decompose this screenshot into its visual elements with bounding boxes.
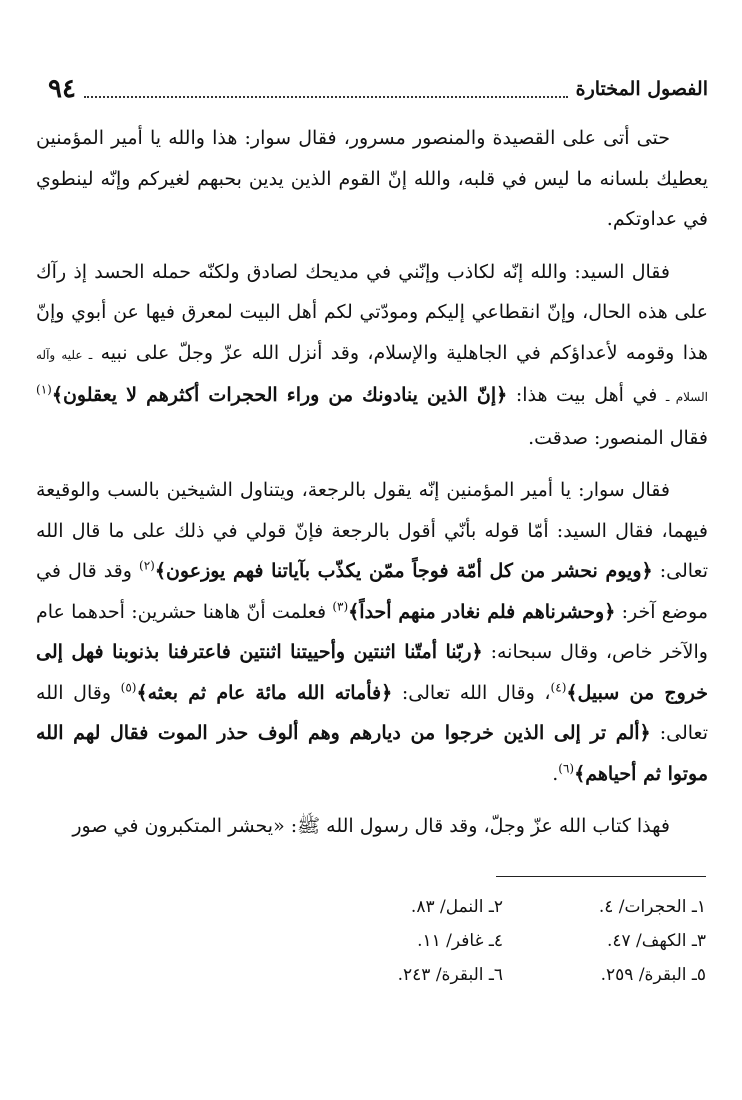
footnote-ref-6[interactable]: (٦) [558, 761, 575, 776]
book-title: الفصول المختارة [575, 78, 708, 100]
paragraph-2-text-a: فقال السيد: والله إنّه لكاذب وإنّني في مديحك لصادق ولكنّه حمله الحسد إذ رآك على هذه الحال، وإنّ انقطاعي إليكم ومودّتي لكم أهل البيت لمعرق فيها عن أبوي وإنّ هذا وقومه لأعداؤكم في الجاهلية والإسلام، وقد أنزل الله عزّ وجلّ على نبيه [36, 260, 708, 364]
paragraph-3-text-a: فقال سوار: يا أمير المؤمنين إنّه يقول بالرجعة، ويتناول الشيخين بالسب والوقيعة فيهما، فقال السيد: أمّا قوله بأنّي أقول بالرجعة فإنّ قولي في ذلك على ما قال الله تعالى: [36, 479, 708, 582]
quran-quote-3: ﴿وحشرناهم فلم نغادر منهم أحداً﴾ [348, 600, 616, 623]
paragraph-3-text-c: فعلمت أنّ هاهنا حشرين: أحدهما عام والآخر خاص، وقال سبحانه: [36, 600, 708, 663]
running-header [36, 72, 708, 106]
footnotes [300, 894, 706, 988]
paragraph-4: فهذا كتاب الله عزّ وجلّ، وقد قال رسول الله ﷺ: «يحشر المتكبرون في صور [72, 815, 670, 837]
footnote-divider [496, 876, 706, 877]
footnote-ref-4[interactable]: (٤) [550, 680, 567, 695]
quran-quote-4: ﴿ربّنا أمتّنا اثنتين وأحييتنا اثنتين فاعترفنا بذنوبنا فهل إلى خروج من سبيل﴾ [36, 641, 708, 704]
body-text [36, 118, 708, 859]
footnote-ref-1[interactable]: (١) [36, 382, 52, 397]
page-number: ٩٤ [48, 74, 76, 104]
footnote-6: ٦ـ البقرة/ ٢٤٣. [397, 965, 503, 985]
paragraph-3-text-d: ، وقال الله تعالى: [401, 681, 551, 704]
paragraph-2 [36, 252, 708, 459]
paragraph-2-text-c: فقال المنصور: صدقت. [528, 426, 708, 449]
footnote-ref-2[interactable]: (٢) [139, 558, 155, 573]
footnote-4: ٤ـ غافر/ ١١. [417, 931, 503, 951]
footnote-3: ٣ـ الكهف/ ٤٧. [606, 931, 706, 951]
paragraph-3 [36, 470, 708, 794]
paragraph-3-text-f: . [552, 762, 559, 785]
footnote-2: ٢ـ النمل/ ٨٣. [410, 897, 503, 917]
paragraph-3-text-b: وقد قال في موضع آخر: [36, 560, 708, 623]
paragraph-3-text-e: وقال الله تعالى: [36, 681, 709, 744]
footnote-5: ٥ـ البقرة/ ٢٥٩. [600, 965, 706, 985]
quran-quote-2: ﴿ويوم نحشر من كل أمّة فوجاً ممّن يكذّب بآياتنا فهم يوزعون﴾ [154, 560, 653, 582]
footnote-1: ١ـ الحجرات/ ٤. [598, 897, 706, 917]
salawat-phrase: ـ عليه وآله السلام ـ [36, 347, 709, 404]
quran-quote-1: ﴿إنّ الذين ينادونك من وراء الحجرات أكثرهم لا يعقلون﴾ [51, 384, 508, 406]
footnote-ref-3[interactable]: (٣) [332, 599, 349, 614]
footnote-ref-5[interactable]: (٥) [120, 680, 137, 695]
quran-quote-6: ﴿ألم تر إلى الذين خرجوا من ديارهم وهم ألوف حذر الموت فقال لهم الله موتوا ثم أحياهم﴾ [36, 722, 708, 785]
quran-quote-5: ﴿فأماته الله مائة عام ثم بعثه﴾ [136, 681, 393, 704]
header-dotted-leader [84, 80, 568, 98]
paragraph-1: حتى أتى على القصيدة والمنصور مسرور، فقال سوار: هذا والله يا أمير المؤمنين يعطيك بلسانه ما ليس في قلبه، والله إنّ القوم الذين يدين بحبهم لغيركم وإنّه لينطوي في عداوتكم. [36, 127, 708, 230]
paragraph-2-text-b: في أهل بيت هذا: [515, 384, 658, 406]
